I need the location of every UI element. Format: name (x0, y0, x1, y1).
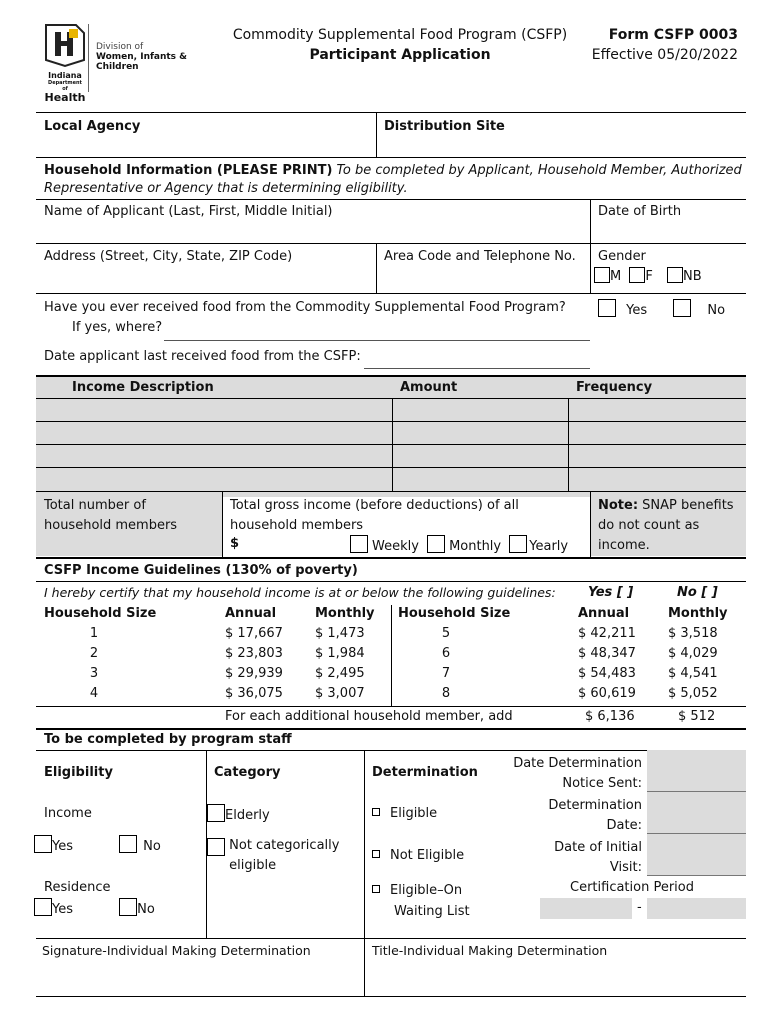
income-eligibility-options: Yes No (34, 835, 161, 854)
guideline-annual: $ 48,347 (578, 646, 636, 661)
not-categorically-eligible-checkbox[interactable] (207, 838, 225, 856)
income-desc-header: Income Description (72, 380, 214, 395)
category-elderly: Elderly (207, 804, 270, 823)
guideline-monthly: $ 4,541 (668, 666, 718, 681)
guideline-monthly: $ 3,007 (315, 686, 365, 701)
last-received-label: Date applicant last received food from the CSFP: (44, 349, 361, 364)
cert-period-dash: - (637, 900, 642, 915)
received-no-checkbox[interactable] (673, 299, 691, 317)
annual-header-right: Annual (578, 606, 630, 621)
det-waiting: Eligible–On Waiting List (372, 880, 470, 922)
guideline-size: 2 (89, 646, 99, 661)
guideline-annual: $ 23,803 (225, 646, 283, 661)
elderly-checkbox[interactable] (207, 804, 225, 822)
division-text: Division of Women, Infants & Children (96, 42, 188, 72)
not-eligible-checkbox[interactable] (372, 850, 380, 858)
cert-period-start-field[interactable] (540, 898, 632, 919)
initial-visit-label: Date of Initial Visit: (554, 840, 642, 875)
initial-visit-field[interactable] (647, 834, 746, 875)
weekly-checkbox[interactable] (350, 535, 368, 553)
telephone-field[interactable]: Area Code and Telephone No. (384, 249, 576, 264)
gender-nb-checkbox[interactable] (667, 267, 683, 283)
residence-label: Residence (44, 880, 111, 895)
distribution-site-label: Distribution Site (384, 119, 505, 134)
gross-income-label: Total gross income (before deductions) of all household members (230, 498, 519, 533)
gender-options: M F NB (594, 267, 702, 284)
det-not-eligible: Not Eligible (372, 848, 464, 863)
guidelines-heading: CSFP Income Guidelines (130% of poverty) (44, 563, 358, 578)
eligibility-label: Eligibility (44, 765, 113, 780)
determination-date-field[interactable] (647, 792, 746, 833)
guideline-annual: $ 54,483 (578, 666, 636, 681)
indiana-health-logo-icon (40, 22, 90, 68)
income-frequency-header: Frequency (576, 380, 653, 395)
det-eligible: Eligible (372, 806, 437, 821)
annual-header-left: Annual (225, 606, 277, 621)
household-instructions: Representative or Agency that is determining eligibility. (44, 181, 408, 196)
size-header-right: Household Size (398, 606, 511, 621)
guideline-size: 8 (441, 686, 451, 701)
residence-yes-checkbox[interactable] (34, 898, 52, 916)
guideline-annual: $ 17,667 (225, 626, 283, 641)
received-question: Have you ever received food from the Commodity Supplemental Food Program? (44, 300, 566, 315)
size-header-left: Household Size (44, 606, 157, 621)
date-notice-field[interactable] (647, 750, 746, 791)
guideline-annual: $ 29,939 (225, 666, 283, 681)
logo (40, 22, 90, 104)
date-notice-label: Date Determination Notice Sent: (513, 756, 642, 791)
income-no-checkbox[interactable] (119, 835, 137, 853)
monthly-header-left: Monthly (315, 606, 375, 621)
guideline-size: 4 (89, 686, 99, 701)
gender-f-checkbox[interactable] (629, 267, 645, 283)
category-label: Category (214, 765, 281, 780)
gender-label: Gender (598, 249, 646, 264)
applicant-name-field[interactable]: Name of Applicant (Last, First, Middle Initial) (44, 204, 333, 219)
guideline-monthly: $ 2,495 (315, 666, 365, 681)
category-not-eligible: Not categorically eligible (207, 838, 339, 876)
received-answers: Yes No (598, 299, 725, 318)
monthly-checkbox[interactable] (427, 535, 445, 553)
form-title: Participant Application (309, 47, 491, 63)
guideline-monthly: $ 3,518 (668, 626, 718, 641)
certify-no[interactable]: No [ ] (677, 585, 718, 600)
guideline-monthly: $ 1,984 (315, 646, 365, 661)
guideline-annual: $ 36,075 (225, 686, 283, 701)
income-label: Income (44, 806, 92, 821)
guideline-size: 7 (441, 666, 451, 681)
guideline-annual: $ 42,211 (578, 626, 636, 641)
determination-label: Determination (372, 765, 478, 780)
guideline-monthly: $ 4,029 (668, 646, 718, 661)
residence-no-checkbox[interactable] (119, 898, 137, 916)
guideline-size: 1 (89, 626, 99, 641)
effective-date: Effective 05/20/2022 (591, 47, 738, 63)
certify-yes[interactable]: Yes [ ] (588, 585, 634, 600)
title-label: Title-Individual Making Determination (372, 943, 608, 958)
determination-date-label: Determination Date: (548, 798, 642, 833)
eligible-checkbox[interactable] (372, 808, 380, 816)
guideline-annual: $ 60,619 (578, 686, 636, 701)
guideline-size: 3 (89, 666, 99, 681)
signature-label: Signature-Individual Making Determination (42, 943, 311, 958)
guideline-monthly: $ 5,052 (668, 686, 718, 701)
received-yes-checkbox[interactable] (598, 299, 616, 317)
form-number: Form CSFP 0003 (608, 27, 738, 43)
certification-period-label: Certification Period (570, 880, 695, 895)
signature-line[interactable] (36, 996, 746, 997)
waiting-list-checkbox[interactable] (372, 885, 380, 893)
date-of-birth-field[interactable]: Date of Birth (598, 204, 682, 219)
staff-heading: To be completed by program staff (44, 732, 292, 747)
residence-options: Yes No (34, 898, 155, 917)
additional-member-label: For each additional household member, add (225, 709, 513, 724)
monthly-header-right: Monthly (668, 606, 728, 621)
guideline-size: 6 (441, 646, 451, 661)
cert-period-end-field[interactable] (647, 898, 746, 919)
snap-note: Note: SNAP benefits do not count as income. (598, 498, 734, 553)
certify-statement: I hereby certify that my household income is at or below the following guidelines: (44, 585, 556, 600)
total-members-label: Total number of household members (44, 498, 178, 533)
gross-income-dollar: $ (230, 536, 240, 551)
guideline-size: 5 (441, 626, 451, 641)
additional-annual: $ 6,136 (585, 709, 635, 724)
additional-monthly: $ 512 (678, 709, 716, 724)
logo-text: Indiana Department of Health (44, 71, 86, 104)
gender-m-checkbox[interactable] (594, 267, 610, 283)
household-heading: Household Information (PLEASE PRINT) To be completed by Applicant, Household Member, Authorized (44, 163, 742, 178)
income-amount-header: Amount (400, 380, 458, 395)
program-name: Commodity Supplemental Food Program (CSFP) (232, 27, 568, 43)
guideline-monthly: $ 1,473 (315, 626, 365, 641)
where-question: If yes, where? (72, 320, 163, 335)
address-field[interactable]: Address (Street, City, State, ZIP Code) (44, 249, 293, 264)
local-agency-label: Local Agency (44, 119, 141, 134)
income-period-options: Weekly Monthly Yearly (350, 535, 568, 554)
income-yes-checkbox[interactable] (34, 835, 52, 853)
yearly-checkbox[interactable] (509, 535, 527, 553)
